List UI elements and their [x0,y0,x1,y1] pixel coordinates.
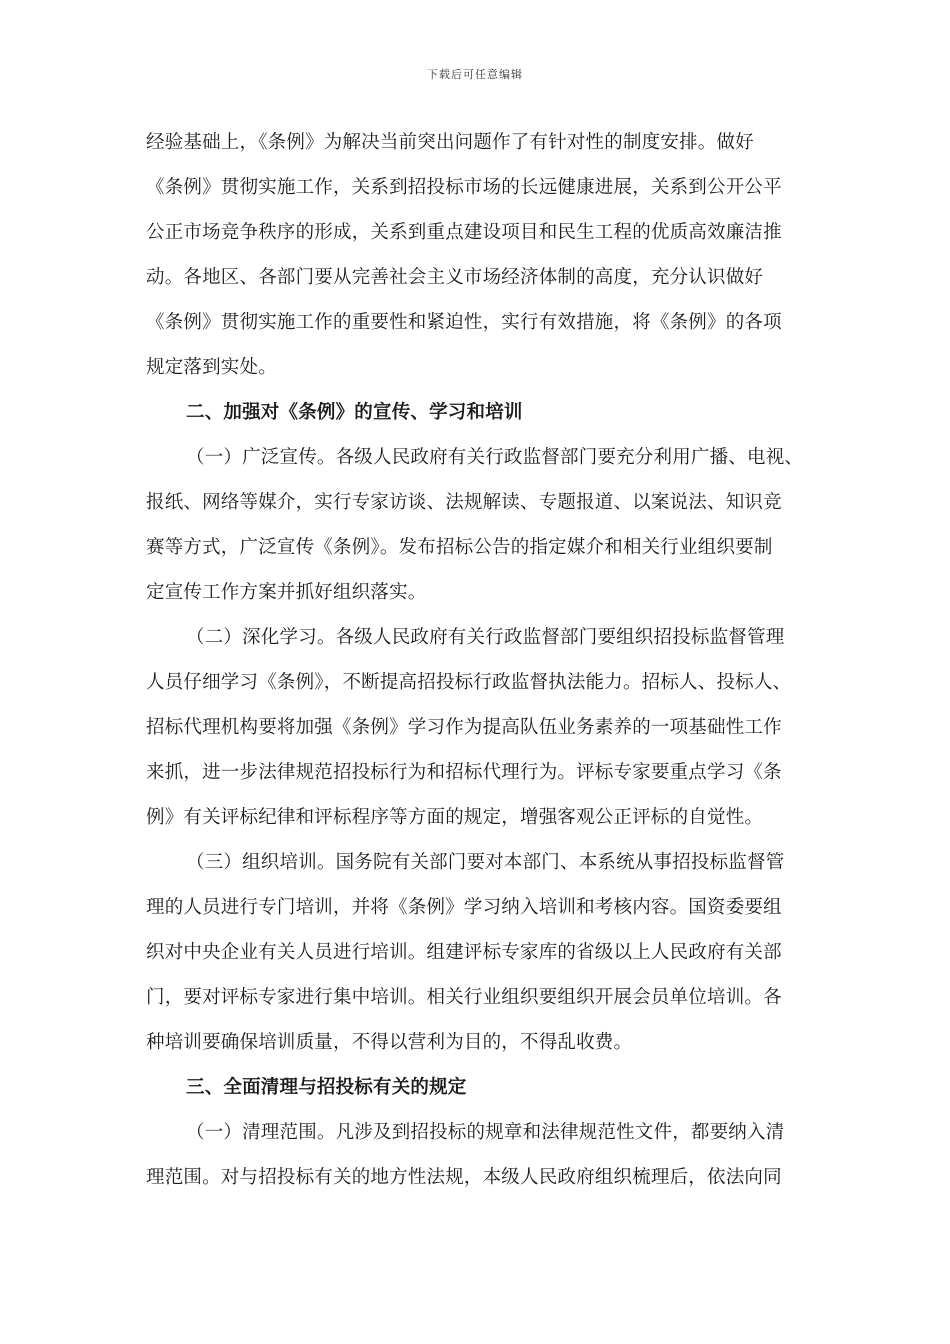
body-line: 门，要对评标专家进行集中培训。相关行业组织要组织开展会员单位培训。各 [146,987,782,1008]
paragraph-start: （一）广泛宣传。各级人民政府有关行政监督部门要充分利用广播、电视、 [186,447,804,468]
body-line: 规定落到实处。 [146,357,277,378]
paragraph-start: （三）组织培训。国务院有关部门要对本部门、本系统从事招投标监督管 [186,852,785,873]
body-line: 例》有关评标纪律和评标程序等方面的规定，增强客观公正评标的自觉性。 [146,807,764,828]
body-line: 《条例》贯彻实施工作的重要性和紧迫性，实行有效措施，将《条例》的各项 [146,312,782,333]
body-line: 赛等方式，广泛宣传《条例》。发布招标公告的指定媒介和相关行业组织要制 [146,537,773,558]
body-line: 织对中央企业有关人员进行培训。组建评标专家库的省级以上人民政府有关部 [146,942,782,963]
section-heading-3: 三、全面清理与招投标有关的规定 [186,1077,467,1098]
section-heading-2: 二、加强对《条例》的宣传、学习和培训 [186,402,523,423]
paragraph-start: （一）清理范围。凡涉及到招投标的规章和法律规范性文件，都要纳入清 [186,1122,785,1143]
body-line: 定宣传工作方案并抓好组织落实。 [146,582,427,603]
body-line: 经验基础上，《条例》为解决当前突出问题作了有针对性的制度安排。做好 [146,132,754,153]
body-line: 《条例》贯彻实施工作，关系到招投标市场的长远健康进展，关系到公开公平 [146,177,782,198]
body-line: 人员仔细学习《条例》，不断提高招投标行政监督执法能力。招标人、投标人、 [146,672,792,693]
body-line: 理范围。对与招投标有关的地方性法规，本级人民政府组织梳理后，依法向同 [146,1167,782,1188]
body-line: 招标代理机构要将加强《条例》学习作为提高队伍业务素养的一项基础性工作 [146,717,782,738]
document-body [146,120,810,1200]
download-note: 下载后可任意编辑 [427,68,523,81]
body-line: 动。各地区、各部门要从完善社会主义市场经济体制的高度，充分认识做好 [146,267,764,288]
body-line: 种培训要确保培训质量，不得以营利为目的，不得乱收费。 [146,1032,633,1053]
body-line: 来抓，进一步法律规范招投标行为和招标代理行为。评标专家要重点学习《条 [146,762,782,783]
body-line: 公正市场竞争秩序的形成，关系到重点建设项目和民生工程的优质高效廉洁推 [146,222,782,243]
body-line: 报纸、网络等媒介，实行专家访谈、法规解读、专题报道、以案说法、知识竞 [146,492,782,513]
body-line: 理的人员进行专门培训，并将《条例》学习纳入培训和考核内容。国资委要组 [146,897,782,918]
paragraph-start: （二）深化学习。各级人民政府有关行政监督部门要组织招投标监督管理 [186,627,785,648]
